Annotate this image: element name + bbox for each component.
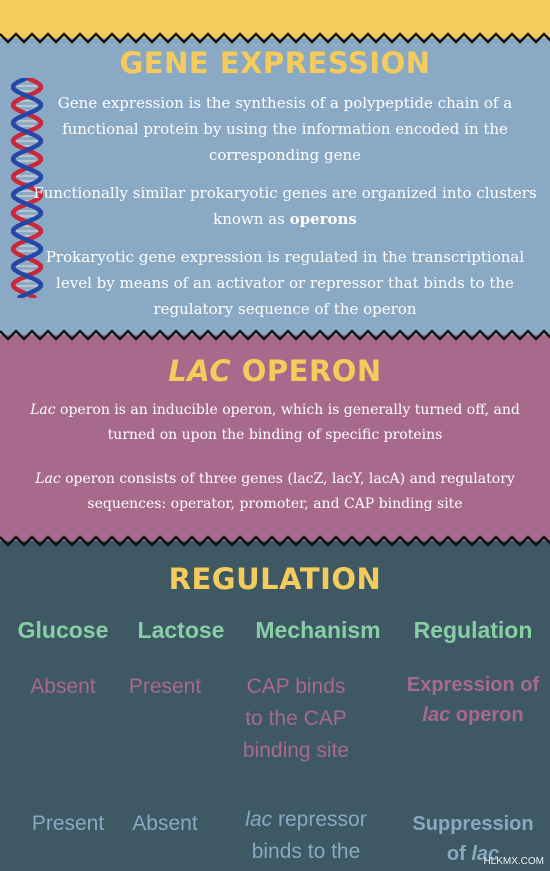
watermark: HLKMX.COM	[483, 856, 544, 867]
column-header-lactose: Lactose	[137, 617, 225, 643]
lac-inducible-paragraph: Lac operon is an inducible operon, which is generally turned off, and turned on upon the binding of specific proteins	[30, 402, 520, 443]
column-header-mechanism: Mechanism	[255, 617, 381, 643]
row2-regulation: Suppression of lac	[412, 813, 534, 865]
column-header-regulation: Regulation	[413, 617, 533, 643]
zigzag-divider	[0, 535, 550, 547]
lac-genes-paragraph: Lac operon consists of three genes (lacZ, lacY, lacA) and regulatory sequences: operator, promoter, and CAP binding site	[35, 471, 515, 512]
row1-mechanism: CAP binds to the CAP binding site	[242, 675, 350, 762]
prokaryotic-regulation-paragraph: Prokaryotic gene expression is regulated in the transcriptional level by means of an activator or repressor that binds to the regulatory sequence of the operon	[45, 248, 525, 318]
gene-expression-heading: GENE EXPRESSION	[119, 46, 431, 80]
row2-lactose: Absent	[132, 812, 198, 835]
regulation-heading: REGULATION	[168, 562, 382, 596]
row1-lactose: Present	[128, 675, 202, 698]
row1-glucose: Absent	[30, 675, 96, 698]
gene-expression-definition: Gene expression is the synthesis of a polypeptide chain of a functional protein by using the information encoded in the corresponding gene	[57, 94, 513, 164]
operons-paragraph: Functionally similar prokaryotic genes are organized into clusters known as operons	[33, 184, 537, 228]
row1-regulation: Expression of lac operon	[406, 674, 540, 726]
column-header-glucose: Glucose	[17, 617, 109, 643]
row2-mechanism: lac repressor binds to the	[245, 808, 367, 863]
lac-operon-heading: LAC OPERON	[168, 354, 382, 388]
row2-glucose: Present	[31, 812, 105, 835]
zigzag-divider	[0, 329, 550, 341]
zigzag-divider	[0, 32, 550, 44]
